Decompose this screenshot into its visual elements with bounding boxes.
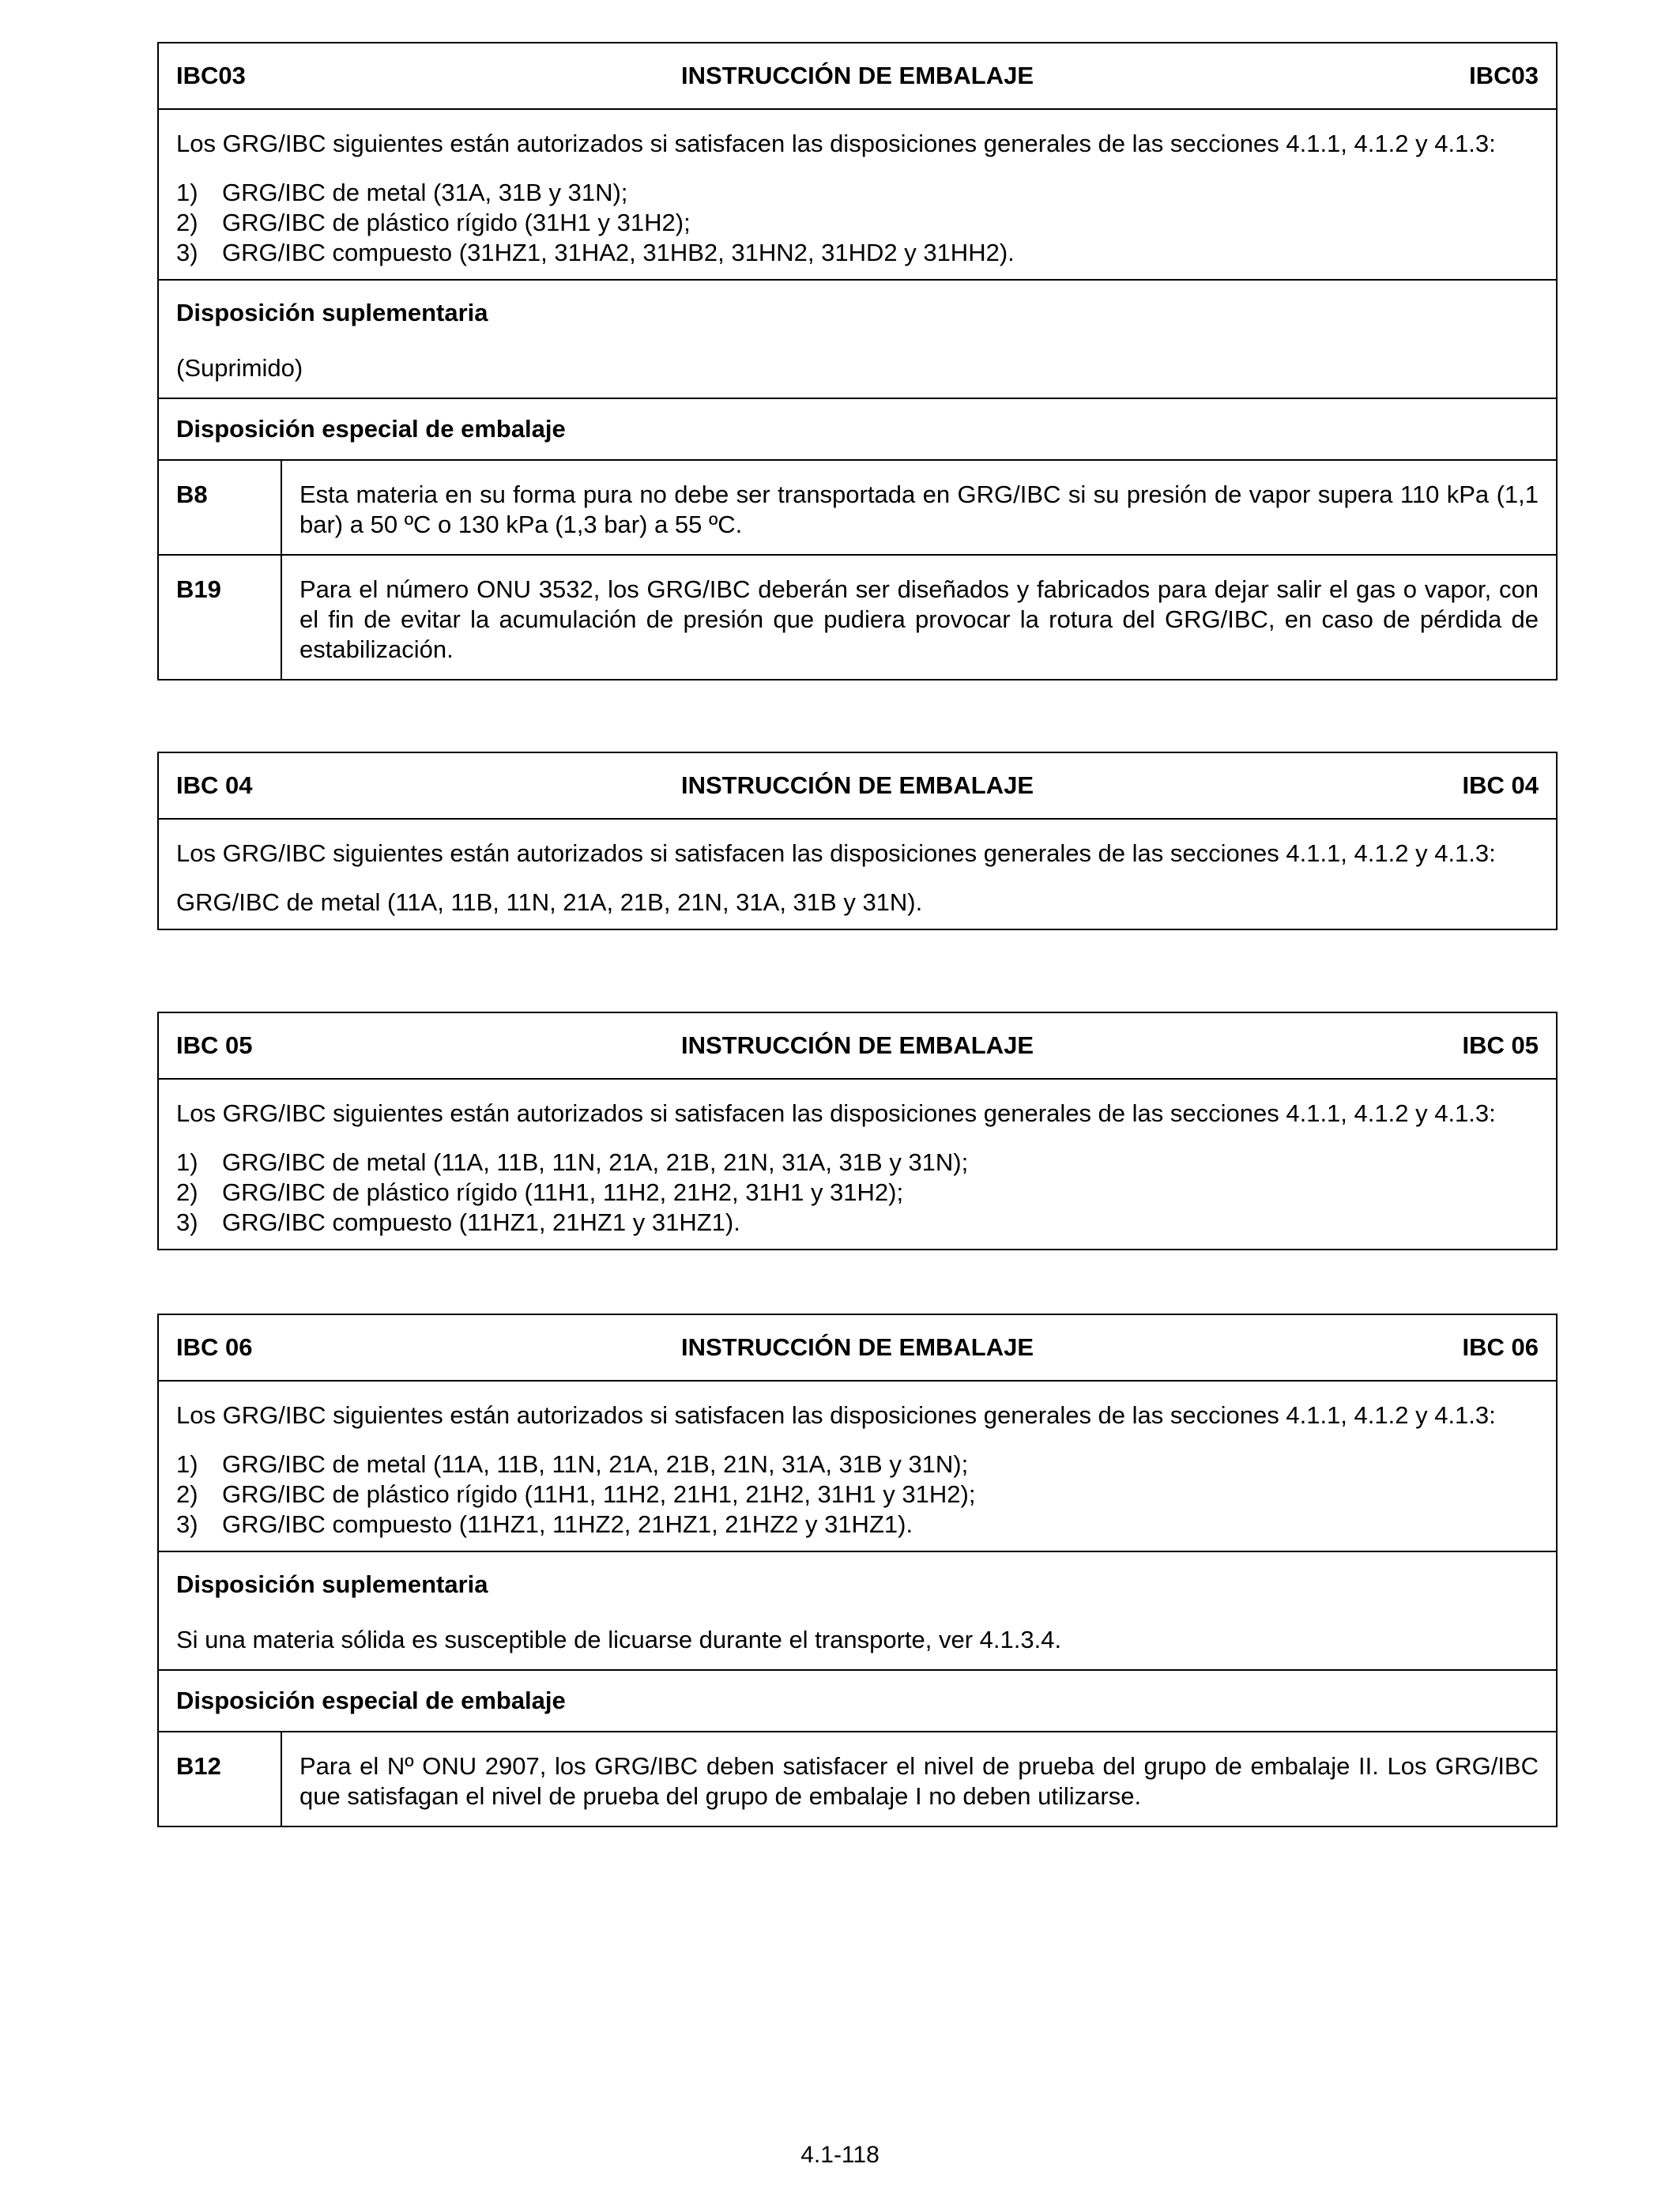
- ibc06-provision-b12: [159, 1731, 1556, 1826]
- ibc06-supplementary-text: Si una materia sólida es susceptible de licuarse durante el transporte, ver 4.1.3.4.: [176, 1626, 1062, 1653]
- ibc06-table: [157, 1314, 1558, 1827]
- ibc05-title: INSTRUCCIÓN DE EMBALAJE: [680, 1031, 1034, 1059]
- provision-code: B19: [159, 556, 282, 679]
- provision-text: Esta materia en su forma pura no debe ser transportada en GRG/IBC si su presión de vapor supera 110 kPa (1,1 bar) a 50 ºC o 130 kPa (1,3 bar) a 55 ºC.: [299, 481, 1539, 538]
- ibc03-special-title: Disposición especial de embalaje: [159, 398, 1556, 459]
- ibc05-code-left: IBC 05: [176, 1031, 253, 1059]
- ibc04-code-left: IBC 04: [176, 771, 253, 799]
- list-item: 2) GRG/IBC de plástico rígido (31H1 y 31H2);: [176, 209, 691, 236]
- list-item: 2) GRG/IBC de plástico rígido (11H1, 11H2, 21H1, 21H2, 31H1 y 31H2);: [176, 1480, 976, 1508]
- provision-text: Para el número ONU 3532, los GRG/IBC deberán ser diseñados y fabricados para dejar salir el gas o vapor, con el fin de evitar la acumulación de presión que pudiera provocar la rotura del GRG/IBC, en caso de pérdida de estabilización.: [299, 575, 1539, 663]
- ibc03-supplementary-title: Disposición suplementaria: [176, 299, 488, 326]
- ibc03-supplementary-text: (Suprimido): [176, 354, 303, 382]
- list-item: 3) GRG/IBC compuesto (11HZ1, 11HZ2, 21HZ1, 21HZ2 y 31HZ1).: [176, 1510, 913, 1538]
- ibc05-list: [176, 1148, 1539, 1238]
- ibc03-code-right: IBC03: [1469, 62, 1539, 89]
- ibc05-code-right: IBC 05: [1462, 1031, 1539, 1059]
- ibc04-intro: Los GRG/IBC siguientes están autorizados si satisfacen las disposiciones generales de las secciones 4.1.1, 4.1.2 y 4.1.3:: [176, 839, 1496, 867]
- list-item: 1) GRG/IBC de metal (31A, 31B y 31N);: [176, 179, 628, 206]
- ibc06-code-right: IBC 06: [1462, 1333, 1539, 1361]
- page-number: 4.1-118: [800, 2142, 880, 2168]
- provision-code: B12: [159, 1732, 282, 1826]
- ibc05-header: [159, 1013, 1556, 1078]
- ibc03-supplementary-section: [159, 279, 1556, 398]
- ibc06-list: [176, 1449, 1539, 1540]
- ibc04-header: [159, 753, 1556, 818]
- list-item: 2) GRG/IBC de plástico rígido (11H1, 11H2, 21H2, 31H1 y 31H2);: [176, 1178, 904, 1206]
- ibc05-authorized-section: [159, 1078, 1556, 1249]
- ibc06-header: [159, 1315, 1556, 1380]
- ibc04-authorized-section: [159, 818, 1556, 929]
- ibc06-intro: Los GRG/IBC siguientes están autorizados si satisfacen las disposiciones generales de las secciones 4.1.1, 4.1.2 y 4.1.3:: [176, 1401, 1496, 1429]
- ibc04-line: GRG/IBC de metal (11A, 11B, 11N, 21A, 21B, 21N, 31A, 31B y 31N).: [176, 888, 923, 916]
- ibc06-title: INSTRUCCIÓN DE EMBALAJE: [680, 1333, 1034, 1361]
- ibc03-provision-b8: [159, 459, 1556, 554]
- ibc05-intro: Los GRG/IBC siguientes están autorizados si satisfacen las disposiciones generales de las secciones 4.1.1, 4.1.2 y 4.1.3:: [176, 1099, 1496, 1127]
- list-item: 3) GRG/IBC compuesto (31HZ1, 31HA2, 31HB2, 31HN2, 31HD2 y 31HH2).: [176, 239, 1015, 266]
- ibc03-provision-b19: [159, 554, 1556, 679]
- ibc06-code-left: IBC 06: [176, 1333, 253, 1361]
- provision-text: Para el Nº ONU 2907, los GRG/IBC deben satisfacer el nivel de prueba del grupo de embalaje II. Los GRG/IBC que satisfagan el nivel de prueba del grupo de embalaje I no deben utilizarse.: [299, 1752, 1539, 1810]
- list-item: 3) GRG/IBC compuesto (11HZ1, 21HZ1 y 31HZ1).: [176, 1208, 740, 1236]
- ibc04-code-right: IBC 04: [1462, 771, 1539, 799]
- ibc03-title: INSTRUCCIÓN DE EMBALAJE: [680, 62, 1034, 89]
- ibc03-list: [176, 178, 1539, 268]
- ibc06-authorized-section: [159, 1380, 1556, 1551]
- ibc03-intro: Los GRG/IBC siguientes están autorizados si satisfacen las disposiciones generales de las secciones 4.1.1, 4.1.2 y 4.1.3:: [176, 130, 1496, 157]
- ibc03-authorized-section: [159, 108, 1556, 279]
- ibc06-supplementary-title: Disposición suplementaria: [176, 1570, 488, 1598]
- ibc05-table: [157, 1012, 1558, 1250]
- ibc06-supplementary-section: [159, 1551, 1556, 1669]
- list-item: 1) GRG/IBC de metal (11A, 11B, 11N, 21A, 21B, 21N, 31A, 31B y 31N);: [176, 1148, 969, 1176]
- ibc03-header: [159, 43, 1556, 108]
- ibc04-title: INSTRUCCIÓN DE EMBALAJE: [680, 771, 1034, 799]
- list-item: 1) GRG/IBC de metal (11A, 11B, 11N, 21A, 21B, 21N, 31A, 31B y 31N);: [176, 1450, 969, 1478]
- provision-code: B8: [159, 461, 282, 554]
- ibc06-special-title: Disposición especial de embalaje: [159, 1669, 1556, 1731]
- ibc04-table: [157, 752, 1558, 930]
- ibc03-code-left: IBC03: [176, 62, 246, 89]
- ibc03-table: [157, 42, 1558, 680]
